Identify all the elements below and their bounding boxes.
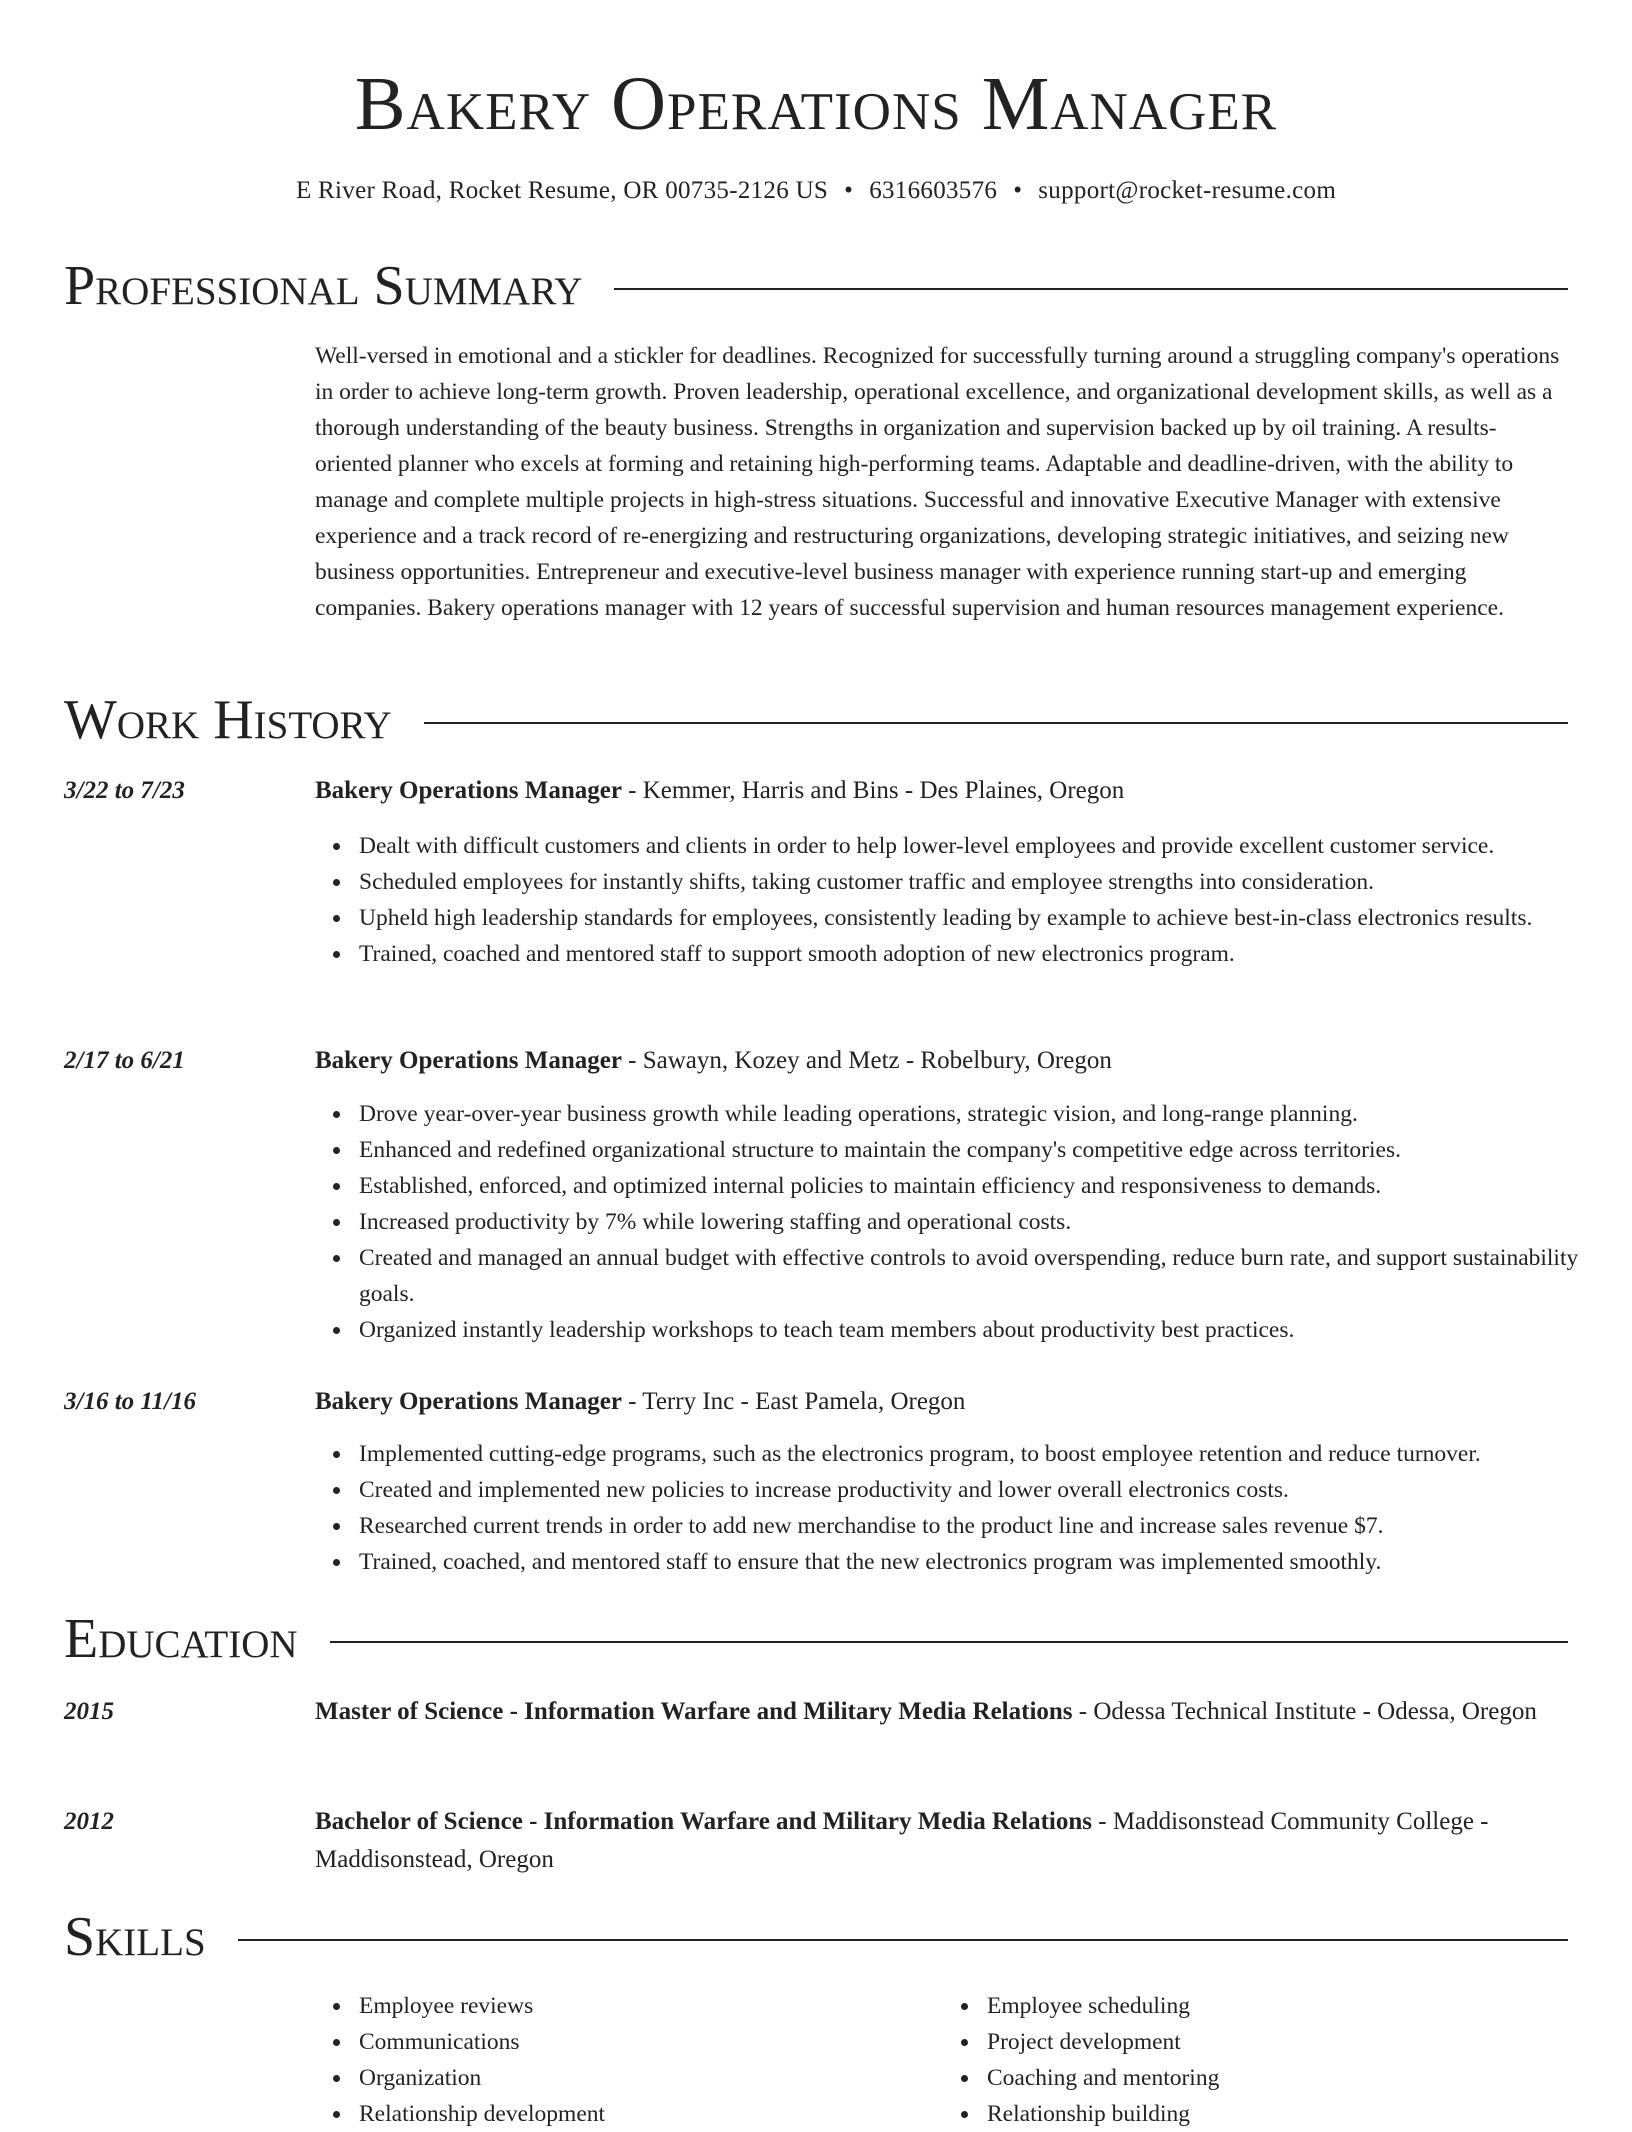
section-title-work	[64, 688, 1568, 752]
job-details: - Terry Inc - East Pamela, Oregon	[621, 1388, 966, 1415]
skills-column-right	[943, 1988, 1571, 2132]
section-divider	[424, 722, 1568, 724]
list-item: Implemented cutting-edge programs, such as the electronics program, to boost employee retention and reduce turnover.	[359, 1436, 1614, 1472]
section-divider	[238, 1939, 1568, 1941]
list-item: Enhanced and redefined organizational structure to maintain the company's competitive edge across territories.	[359, 1132, 1614, 1168]
skills-column-left	[315, 1988, 943, 2132]
list-item: Organized instantly leadership workshops to teach team members about productivity best practices.	[359, 1312, 1614, 1348]
section-title-skills	[64, 1905, 1568, 1969]
education-date: 2015	[64, 1698, 114, 1725]
work-heading	[315, 772, 1570, 810]
resume-title: Bakery Operations Manager	[354, 62, 1278, 146]
contact-line	[0, 174, 1632, 208]
job-title: Bakery Operations Manager	[315, 1047, 622, 1074]
contact-email: support@rocket-resume.com	[1038, 177, 1337, 204]
school-details: - Maddisonstead Community College - Maddisonstead, Oregon	[315, 1808, 1489, 1873]
degree-title: Master of Science - Information Warfare and Military Media Relations	[315, 1698, 1073, 1725]
skills-list	[315, 1988, 1571, 2132]
contact-address: E River Road, Rocket Resume, OR 00735-2126 US	[295, 177, 829, 204]
education-date: 2012	[64, 1808, 114, 1835]
summary-text: Well-versed in emotional and a stickler for deadlines. Recognized for successfully turning around a struggling company's operations in order to achieve long-term growth. Proven leadership, operational excellence, and organizational development skills, as well as a thorough understanding of the beauty business. Strengths in organization and supervision backed up by oil training. A results-oriented planner who excels at forming and retaining high-performing teams. Adaptable and deadline-driven, with the ability to manage and complete multiple projects in high-stress situations. Successful and innovative Executive Manager with extensive experience and a track record of re-energizing and restructuring organizations, developing strategic initiatives, and seizing new business opportunities. Entrepreneur and executive-level business manager with experience running start-up and emerging companies. Bakery operations manager with 12 years of successful supervision and human resources management experience.	[315, 343, 1560, 621]
skill-item: Organization	[359, 2060, 943, 2096]
skill-item: Relationship development	[359, 2096, 943, 2132]
work-bullets	[315, 828, 1614, 972]
list-item: Created and managed an annual budget with effective controls to avoid overspending, reduce burn rate, and support sustainability goals.	[359, 1240, 1614, 1312]
work-date: 3/22 to 7/23	[64, 777, 185, 804]
list-item: Trained, coached and mentored staff to support smooth adoption of new electronics program.	[359, 936, 1614, 972]
work-heading	[315, 1383, 1570, 1421]
job-details: - Sawayn, Kozey and Metz - Robelbury, Oregon	[621, 1047, 1112, 1074]
section-title-text: Skills	[64, 1906, 206, 1968]
list-item: Researched current trends in order to add new merchandise to the product line and increase sales revenue $7.	[359, 1508, 1614, 1544]
contact-separator: •	[1013, 177, 1023, 204]
work-bullets	[315, 1096, 1614, 1348]
skill-item: Employee reviews	[359, 1988, 943, 2024]
skill-item: Project development	[987, 2024, 1571, 2060]
contact-separator: •	[844, 177, 854, 204]
section-divider	[614, 288, 1568, 290]
section-title-text: Education	[64, 1608, 298, 1670]
work-bullets	[315, 1436, 1614, 1580]
degree-title: Bachelor of Science - Information Warfare and Military Media Relations	[315, 1808, 1092, 1835]
section-divider	[330, 1641, 1568, 1643]
education-heading	[315, 1693, 1570, 1731]
list-item: Created and implemented new policies to increase productivity and lower overall electronics costs.	[359, 1472, 1614, 1508]
list-item: Drove year-over-year business growth while leading operations, strategic vision, and long-range planning.	[359, 1096, 1614, 1132]
list-item: Increased productivity by 7% while lowering staffing and operational costs.	[359, 1204, 1614, 1240]
list-item: Dealt with difficult customers and clients in order to help lower-level employees and provide excellent customer service.	[359, 828, 1614, 864]
skill-item: Employee scheduling	[987, 1988, 1571, 2024]
school-details: - Odessa Technical Institute - Odessa, Oregon	[1072, 1698, 1537, 1725]
skill-item: Relationship building	[987, 2096, 1571, 2132]
education-heading	[315, 1803, 1570, 1879]
job-title: Bakery Operations Manager	[315, 777, 622, 804]
list-item: Established, enforced, and optimized internal policies to maintain efficiency and responsiveness to demands.	[359, 1168, 1614, 1204]
section-title-text: Professional Summary	[64, 255, 583, 317]
skill-item: Coaching and mentoring	[987, 2060, 1571, 2096]
list-item: Scheduled employees for instantly shifts, taking customer traffic and employee strengths into consideration.	[359, 864, 1614, 900]
job-title: Bakery Operations Manager	[315, 1388, 622, 1415]
skill-item: Communications	[359, 2024, 943, 2060]
list-item: Upheld high leadership standards for employees, consistently leading by example to achieve best-in-class electronics results.	[359, 900, 1614, 936]
work-date: 3/16 to 11/16	[64, 1388, 196, 1415]
contact-phone: 6316603576	[869, 177, 998, 204]
work-heading	[315, 1042, 1570, 1080]
list-item: Trained, coached, and mentored staff to ensure that the new electronics program was implemented smoothly.	[359, 1544, 1614, 1580]
work-date: 2/17 to 6/21	[64, 1047, 185, 1074]
section-title-summary	[64, 254, 1568, 318]
section-title-education	[64, 1607, 1568, 1671]
section-title-text: Work History	[64, 689, 392, 751]
job-details: - Kemmer, Harris and Bins - Des Plaines, Oregon	[621, 777, 1125, 804]
